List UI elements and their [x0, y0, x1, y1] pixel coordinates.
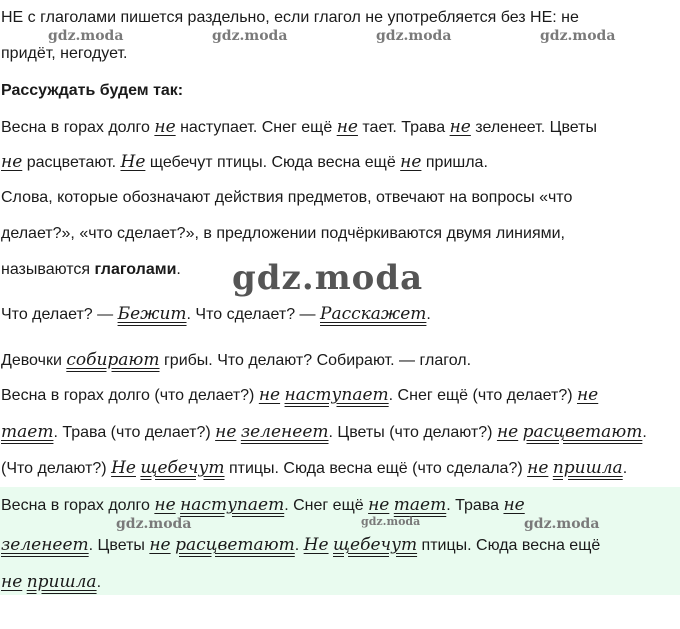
- particle-ne: не: [503, 495, 525, 515]
- text: .: [176, 261, 181, 278]
- particle-ne: не: [1, 152, 23, 172]
- intro-line-1: НЕ с глаголами пишется раздельно, если глагол не употребляется без НЕ: не: [1, 9, 579, 26]
- text: . Трава (что делает?): [53, 424, 216, 441]
- watermark: gdz.moda: [116, 516, 192, 532]
- verb: щебечут: [140, 458, 225, 478]
- particle-ne: не: [527, 458, 549, 478]
- verb: наступает: [180, 495, 285, 515]
- text: птицы. Сюда весна ещё (что сделала?): [224, 460, 528, 477]
- verb-example: Бежит: [117, 304, 187, 324]
- text: Весна в горах долго: [1, 497, 155, 514]
- particle-ne: не: [154, 117, 176, 137]
- text: . Снег ещё (что делает?): [388, 387, 577, 404]
- text: .: [294, 537, 304, 554]
- particle-ne: не: [400, 152, 422, 172]
- answer-line-3: [1, 572, 101, 593]
- watermark: gdz.moda: [524, 516, 600, 532]
- particle-ne: не: [449, 117, 471, 137]
- definition-line-2: делает?», «что сделает?», в предложении подчёркиваются двумя линиями,: [1, 225, 565, 242]
- verb: пришла: [552, 458, 623, 478]
- text: .: [96, 574, 102, 591]
- example-line: [1, 350, 471, 371]
- particle-ne: не: [215, 422, 237, 442]
- text: Весна в горах долго: [1, 119, 155, 136]
- intro-line-2: придёт, негодует.: [1, 45, 128, 62]
- verb: тает: [1, 422, 54, 442]
- text: Девочки: [1, 352, 67, 369]
- text: зеленеет. Цветы: [470, 119, 597, 136]
- text: .: [642, 424, 647, 441]
- verb: зеленеет: [240, 422, 329, 442]
- watermark: gdz.moda: [212, 28, 288, 44]
- text: птицы. Сюда весна ещё: [417, 537, 601, 554]
- text: щебечут птицы. Сюда весна ещё: [145, 154, 401, 171]
- text: тает. Трава: [357, 119, 450, 136]
- text: называются: [1, 261, 95, 278]
- verb: щебечут: [333, 535, 418, 555]
- particle-ne: Не: [120, 152, 146, 172]
- particle-ne: не: [149, 535, 171, 555]
- particle-ne: не: [1, 572, 23, 592]
- text: . Что сделает? —: [186, 306, 320, 323]
- text: . Трава: [446, 497, 504, 514]
- verb: тает: [393, 495, 447, 515]
- sentence-line-1: [1, 117, 597, 138]
- verb-example: собирают: [66, 350, 160, 370]
- particle-ne: не: [496, 422, 519, 442]
- definition-line-1: Слова, которые обозначают действия предметов, отвечают на вопросы «что: [1, 189, 573, 206]
- text: Что делает? —: [1, 306, 118, 323]
- text: Весна в горах долго (что делает?): [1, 387, 259, 404]
- questions-line: [1, 304, 431, 325]
- watermark: gdz.moda: [376, 28, 452, 44]
- analysis-line-3: [1, 458, 627, 479]
- watermark: gdz.moda: [232, 258, 424, 298]
- verb-example: Расскажет: [320, 304, 427, 324]
- text: грибы. Что делают? Собирают. — глагол.: [159, 352, 472, 369]
- verb: наступает: [284, 385, 389, 405]
- answer-line-2: [1, 535, 600, 556]
- text: расцветают.: [22, 154, 121, 171]
- particle-ne: не: [576, 385, 599, 405]
- text: наступает. Снег ещё: [175, 119, 337, 136]
- verb: зеленеет: [1, 535, 89, 555]
- text: . Цветы (что делают?): [328, 424, 497, 441]
- particle-ne: не: [336, 117, 358, 137]
- text: . Цветы: [88, 537, 150, 554]
- text: пришла.: [421, 154, 488, 171]
- watermark: gdz.moda: [540, 28, 616, 44]
- term-verbs: глаголами: [94, 261, 177, 278]
- text: . Снег ещё: [284, 497, 369, 514]
- text: (Что делают?): [1, 460, 112, 477]
- verb: расцветают: [175, 535, 295, 555]
- answer-line-1: [1, 495, 525, 516]
- sentence-line-2: [1, 152, 488, 173]
- analysis-line-1: [1, 385, 598, 406]
- verb: расцветают: [522, 422, 643, 442]
- watermark: gdz.moda: [361, 515, 421, 528]
- analysis-line-2: [1, 422, 647, 443]
- particle-ne: не: [154, 495, 176, 515]
- verb: пришла: [26, 572, 97, 592]
- reasoning-heading: Рассуждать будем так:: [1, 82, 184, 99]
- particle-ne: не: [368, 495, 390, 515]
- text: .: [426, 306, 431, 323]
- watermark: gdz.moda: [48, 28, 124, 44]
- definition-line-3: [1, 260, 181, 280]
- particle-ne: Не: [303, 535, 329, 555]
- particle-ne: не: [258, 385, 281, 405]
- particle-ne: Не: [111, 458, 136, 478]
- text: .: [622, 460, 628, 477]
